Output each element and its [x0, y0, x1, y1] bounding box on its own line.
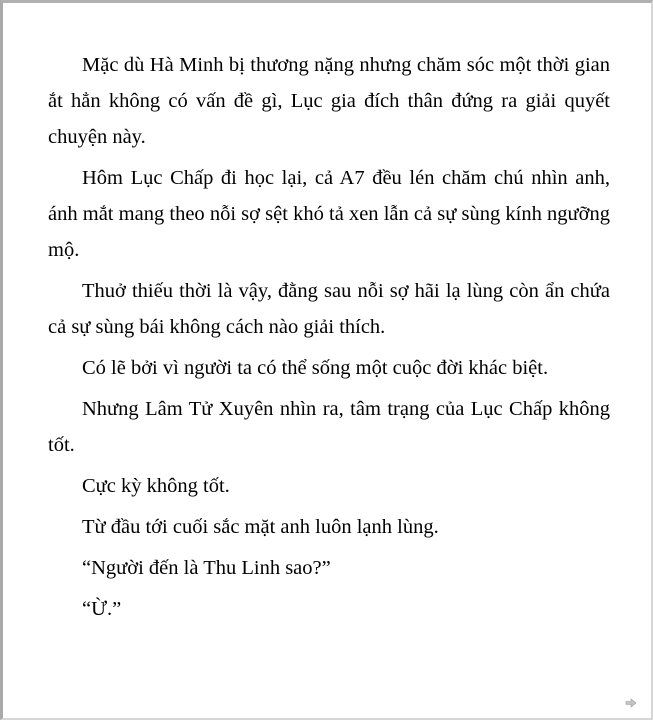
arrow-right-icon[interactable]	[625, 698, 637, 708]
paragraph: Có lẽ bởi vì người ta có thể sống một cuộc đời khác biệt.	[82, 357, 549, 379]
paragraph: Mặc dù Hà Minh bị thương nặng nhưng chăm sóc một thời gian ắt hẳn không có vấn đề gì, Lục gia đích thân đứng ra giải quyết chuyện này.	[48, 54, 610, 148]
paragraph: Từ đầu tới cuối sắc mặt anh luôn lạnh lùng.	[82, 516, 439, 538]
document-body	[48, 47, 610, 632]
paragraph: Thuở thiếu thời là vậy, đằng sau nỗi sợ hãi lạ lùng còn ẩn chứa cả sự sùng bái không cách nào giải thích.	[48, 280, 610, 338]
paragraph: “Ừ.”	[82, 598, 122, 620]
paragraph: Nhưng Lâm Tử Xuyên nhìn ra, tâm trạng của Lục Chấp không tốt.	[48, 398, 610, 456]
paragraph: “Người đến là Thu Linh sao?”	[82, 557, 331, 579]
paragraph: Cực kỳ không tốt.	[82, 475, 230, 497]
arrow-right-icon-graphic	[625, 698, 637, 708]
paragraph: Hôm Lục Chấp đi học lại, cả A7 đều lén chăm chú nhìn anh, ánh mắt mang theo nỗi sợ sệt khó tả xen lẫn cả sự sùng kính ngưỡng mộ.	[48, 167, 610, 261]
